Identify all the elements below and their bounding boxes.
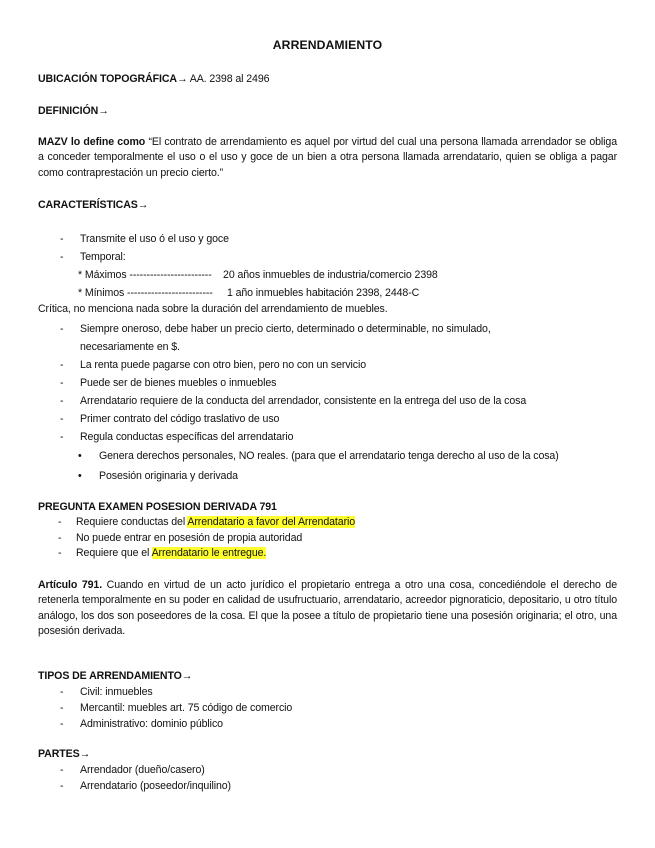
list-item: • Posesión originaria y derivada — [38, 466, 617, 486]
list-item: - Puede ser de bienes muebles o inmuebles — [60, 377, 277, 389]
highlighted-text: Arrendatario a favor del Arrendatario — [187, 516, 356, 528]
list-item: - Requiere conductas del Arrendatario a favor del Arrendatario — [58, 516, 356, 528]
critica-line: Crítica, no menciona nada sobre la duración del arrendamiento de muebles. — [38, 303, 388, 315]
list-item: - Civil: inmuebles — [60, 686, 153, 698]
temporal-minimos: * Mínimos ------------------------- 1 año inmuebles habitación 2398, 2448-C — [78, 287, 420, 299]
ubicacion-line — [38, 72, 617, 87]
list-item: - Regula conductas específicas del arrendatario — [60, 431, 294, 443]
definicion-paragraph — [38, 135, 617, 181]
list-item: - Siempre oneroso, debe haber un precio cierto, determinado o determinable, no simulado, necesariamente en $. — [60, 323, 491, 353]
tipos-list — [38, 685, 617, 732]
tipos-label: TIPOS DE ARRENDAMIENTO — [38, 670, 182, 682]
bullet-icon: • — [78, 450, 82, 462]
partes-heading — [38, 747, 617, 762]
temporal-maximos: * Máximos ------------------------ 20 años inmuebles de industria/comercio 2398 — [78, 269, 438, 281]
list-item: • Genera derechos personales, NO reales. (para que el arrendatario tenga derecho al uso de la cosa) — [38, 446, 617, 466]
list-item: - Requiere que el Arrendatario le entregue. — [58, 547, 267, 560]
caracteristicas-heading — [38, 198, 617, 213]
pregunta-heading: PREGUNTA EXAMEN POSESION DERIVADA 791 — [38, 501, 277, 513]
partes-list — [38, 763, 617, 795]
definicion-heading — [38, 104, 617, 119]
list-item: - Arrendatario (poseedor/inquilino) — [60, 779, 231, 792]
ubicacion-label: UBICACIÓN TOPOGRÁFICA — [38, 73, 177, 85]
arrow-right-icon: → — [181, 670, 193, 682]
list-item: - Mercantil: muebles art. 75 código de comercio — [60, 701, 293, 714]
articulo-text: Cuando en virtud de un acto jurídico el propietario entrega a otro una cosa, concediéndole el derecho de retenerla temporalmente en su poder en calidad de usufructuario, arrendatario, acreedor pignoraticio, depositario, u otro título análogo, los dos son poseedores de la cosa. El que la posee a título de propietario tiene una posesión originaria; el otro, una posesión derivada. — [38, 579, 617, 638]
highlighted-text: Arrendatario le entregue. — [151, 547, 267, 560]
definicion-label: DEFINICIÓN — [38, 105, 99, 117]
bullet-icon: • — [78, 470, 82, 482]
pregunta-list — [38, 515, 617, 562]
document-title: ARRENDAMIENTO — [272, 38, 383, 52]
caracteristicas-bullets — [38, 446, 617, 486]
tipos-heading — [38, 669, 617, 684]
arrow-right-icon: → — [137, 199, 149, 211]
list-item: - Arrendatario requiere de la conducta del arrendador, consistente en la entrega del uso de la cosa — [60, 395, 527, 407]
list-item: - No puede entrar en posesión de propia autoridad — [58, 531, 303, 544]
caracteristicas-list-a — [38, 230, 617, 302]
arrow-right-icon: → — [176, 73, 188, 85]
list-item: - Temporal: — [60, 251, 126, 263]
arrow-right-icon: → — [98, 105, 109, 117]
definicion-text: “El contrato de arrendamiento es aquel por virtud del cual una persona llamada arrendador se obliga a conceder temporalmente el uso o el uso y goce de un bien a otra persona llamada arrendatario, quien se obliga a pagar como contraprestación un precio cierto.” — [38, 136, 617, 179]
articulo-lead: Artículo 791. — [38, 579, 103, 591]
list-item: - La renta puede pagarse con otro bien, pero no con un servicio — [60, 359, 367, 371]
arrow-right-icon: → — [79, 748, 91, 760]
caracteristicas-list-b — [38, 320, 617, 446]
list-item: - Administrativo: dominio público — [60, 717, 223, 730]
caracteristicas-label: CARACTERÍSTICAS — [38, 199, 138, 211]
partes-label: PARTES — [38, 748, 80, 760]
list-item: - Transmite el uso ó el uso y goce — [60, 233, 229, 245]
ubicacion-value: AA. 2398 al 2496 — [187, 73, 270, 85]
list-item: - Primer contrato del código traslativo de uso — [60, 413, 280, 425]
articulo-paragraph — [38, 578, 617, 640]
list-item: - Arrendador (dueño/casero) — [60, 764, 205, 776]
definicion-lead: MAZV lo define como — [38, 136, 146, 148]
